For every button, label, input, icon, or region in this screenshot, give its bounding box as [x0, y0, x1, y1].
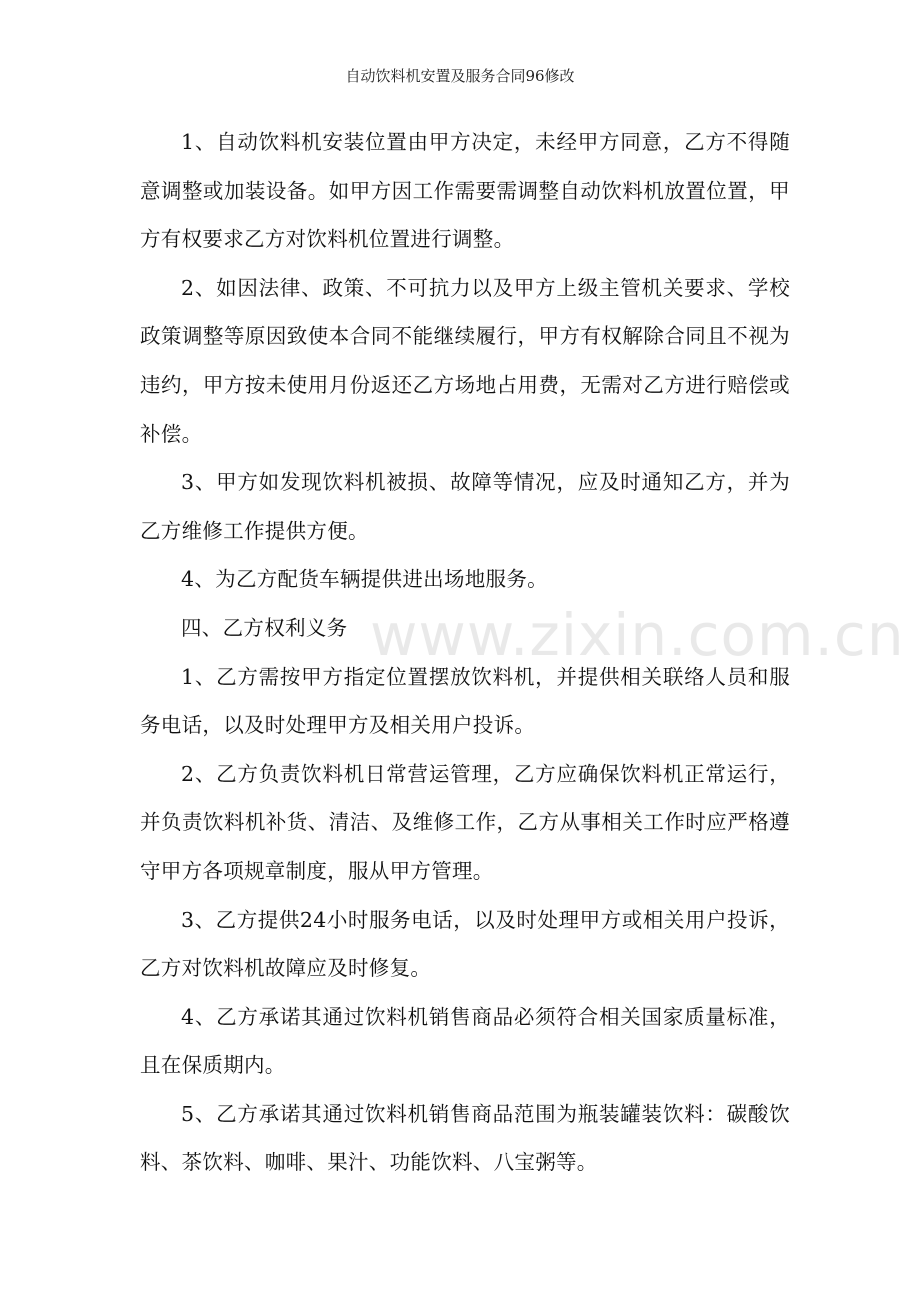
document-body: [140, 118, 790, 1187]
paragraph-party-a-item-1: 1、自动饮料机安装位置由甲方决定，未经甲方同意，乙方不得随意调整或加装设备。如甲方因工作需要需调整自动饮料机放置位置，甲方有权要求乙方对饮料机位置进行调整。: [140, 130, 790, 252]
paragraph-party-a-item-3: 3、甲方如发现饮料机被损、故障等情况，应及时通知乙方，并为乙方维修工作提供方便。: [140, 470, 790, 543]
paragraph-party-b-item-1: 1、乙方需按甲方指定位置摆放饮料机，并提供相关联络人员和服务电话，以及时处理甲方及相关用户投诉。: [140, 664, 790, 738]
paragraph-party-a-item-4: 4、为乙方配货车辆提供进出场地服务。: [181, 567, 548, 592]
watermark: www.zixin.com.cn: [370, 601, 905, 669]
section-heading-party-b-rights: 四、乙方权利义务: [181, 615, 348, 640]
page-header-title: 自动饮料机安置及服务合同96修改: [345, 67, 575, 85]
paragraph-party-b-item-5: 5、乙方承诺其通过饮料机销售商品范围为瓶装罐装饮料：碳酸饮料、茶饮料、咖啡、果汁、功能饮料、八宝粥等。: [140, 1101, 790, 1175]
paragraph-party-b-item-3: 3、乙方提供24小时服务电话，以及时处理甲方或相关用户投诉，乙方对饮料机故障应及时修复。: [140, 907, 790, 981]
paragraph-party-b-item-4: 4、乙方承诺其通过饮料机销售商品必须符合相关国家质量标准，且在保质期内。: [140, 1004, 790, 1078]
paragraph-party-a-item-2: 2、如因法律、政策、不可抗力以及甲方上级主管机关要求、学校政策调整等原因致使本合同不能继续履行，甲方有权解除合同且不视为违约，甲方按未使用月份返还乙方场地占用费，无需对乙方进行赔偿或补偿。: [140, 275, 790, 446]
paragraph-party-b-item-2: 2、乙方负责饮料机日常营运管理，乙方应确保饮料机正常运行，并负责饮料机补货、清洁、及维修工作，乙方从事相关工作时应严格遵守甲方各项规章制度，服从甲方管理。: [140, 761, 790, 883]
